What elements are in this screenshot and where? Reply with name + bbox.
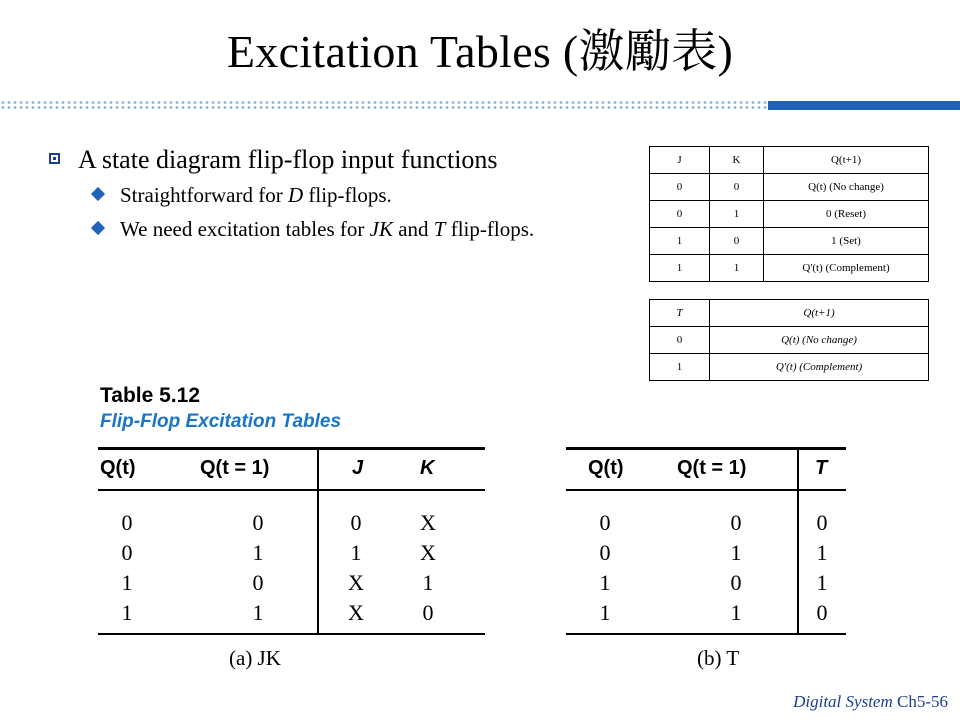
- table-row: [650, 255, 929, 282]
- table-header-cell: K: [710, 147, 764, 174]
- table-header-cell: Q(t+1): [710, 300, 929, 327]
- table-cell: Q(t) (No change): [710, 327, 929, 354]
- table-cell: 0: [121, 540, 133, 565]
- bullet-main: [46, 143, 606, 177]
- column-q: [112, 508, 142, 628]
- table-cell: 0: [710, 174, 764, 201]
- column-k: [413, 508, 443, 628]
- table-cell: 1: [816, 570, 828, 595]
- column-j: [341, 508, 371, 628]
- table-header-rule: [98, 489, 485, 491]
- header-k: K: [420, 457, 435, 479]
- jk-subtable-label: (a) JK: [229, 646, 281, 670]
- header-q-next: Q(t = 1): [677, 457, 747, 479]
- table-header-row: [650, 300, 929, 327]
- column-q-next: [721, 508, 751, 628]
- table-cell: 0: [599, 540, 611, 565]
- t-characteristic-table: [649, 299, 929, 381]
- table-cell: 1: [710, 255, 764, 282]
- table-cell: 0: [121, 510, 133, 535]
- bullet-sub-2-suffix: flip-flops.: [445, 217, 535, 241]
- table-cell: 1: [599, 570, 611, 595]
- table-cell: 1: [252, 540, 264, 565]
- table-header-cell: Q(t+1): [764, 147, 929, 174]
- table-number: Table 5.12: [100, 384, 200, 407]
- table-cell: 0: [816, 510, 828, 535]
- jk-characteristic-table: [649, 146, 929, 282]
- table-cell: 1: [121, 570, 133, 595]
- table-bottom-rule: [98, 633, 485, 635]
- header-q-next: Q(t = 1): [200, 457, 270, 479]
- table-cell: Q(t) (No change): [764, 174, 929, 201]
- bullet-sub-1: [46, 181, 606, 209]
- square-bullet-icon: [49, 153, 60, 164]
- table-cell: 0: [350, 510, 362, 535]
- footer-course: Digital System: [793, 692, 893, 711]
- table-cell: X: [348, 570, 364, 595]
- t-subtable-label: (b) T: [697, 646, 740, 670]
- table-cell: 0 (Reset): [764, 201, 929, 228]
- bullet-sub-2: [46, 215, 606, 243]
- table-cell: 1: [252, 600, 264, 625]
- table-cell: 1: [710, 201, 764, 228]
- table-cell: 0: [730, 510, 742, 535]
- diamond-bullet-icon: [91, 187, 105, 201]
- table-row: [650, 327, 929, 354]
- table-cell: 0: [710, 228, 764, 255]
- table-cell: 1 (Set): [764, 228, 929, 255]
- slide-footer: [793, 692, 948, 712]
- table-cell: X: [348, 600, 364, 625]
- table-cell: 0: [252, 510, 264, 535]
- bullet-sub-1-prefix: Straightforward for: [120, 183, 288, 207]
- table-row: [650, 228, 929, 255]
- header-j: J: [352, 457, 364, 479]
- table-cell: 1: [422, 570, 434, 595]
- table-cell: 0: [252, 570, 264, 595]
- table-cell: 1: [350, 540, 362, 565]
- table-cell: Q'(t) (Complement): [764, 255, 929, 282]
- table-cell: 0: [730, 570, 742, 595]
- diamond-bullet-icon: [91, 221, 105, 235]
- table-cell: 1: [650, 228, 710, 255]
- table-row: [650, 354, 929, 381]
- title-divider-accent: [768, 101, 960, 110]
- bullet-sub-2-mid: and: [392, 217, 434, 241]
- table-caption: Flip-Flop Excitation Tables: [100, 411, 342, 432]
- table-cell: 0: [422, 600, 434, 625]
- table-header-rule: [566, 489, 846, 491]
- table-cell: 1: [730, 600, 742, 625]
- table-top-rule: [98, 447, 485, 450]
- table-cell: 1: [730, 540, 742, 565]
- footer-page: Ch5-56: [897, 692, 948, 711]
- table-header-cell: J: [650, 147, 710, 174]
- table-row: [650, 174, 929, 201]
- table-cell: 1: [650, 255, 710, 282]
- bullet-sub-2-italic-jk: JK: [369, 217, 393, 241]
- table-cell: 0: [650, 201, 710, 228]
- header-q: Q(t): [588, 457, 624, 479]
- column-q-next: [243, 508, 273, 628]
- column-q: [590, 508, 620, 628]
- table-cell: 0: [650, 174, 710, 201]
- column-t: [807, 508, 837, 628]
- table-cell: 1: [650, 354, 710, 381]
- table-cell: Q'(t) (Complement): [710, 354, 929, 381]
- table-cell: 1: [599, 600, 611, 625]
- column-divider: [317, 447, 319, 635]
- table-row: [650, 201, 929, 228]
- bullet-list: [46, 143, 606, 243]
- bullet-sub-1-suffix: flip-flops.: [303, 183, 392, 207]
- slide-title: Excitation Tables (激勵表): [226, 26, 734, 77]
- bullet-sub-2-prefix: We need excitation tables for: [120, 217, 370, 241]
- table-header-row: [650, 147, 929, 174]
- table-cell: X: [420, 540, 436, 565]
- table-bottom-rule: [566, 633, 846, 635]
- table-cell: 0: [650, 327, 710, 354]
- header-q: Q(t): [100, 457, 136, 479]
- table-cell: 1: [816, 540, 828, 565]
- bullet-main-suffix: flip-flop input functions: [247, 145, 498, 174]
- table-cell: 0: [599, 510, 611, 535]
- column-divider: [797, 447, 799, 635]
- table-cell: 0: [816, 600, 828, 625]
- bullet-sub-1-italic: D: [287, 183, 304, 207]
- bullet-main-prefix: A state diagram: [78, 145, 248, 174]
- table-top-rule: [566, 447, 846, 450]
- table-header-cell: T: [650, 300, 710, 327]
- table-cell: X: [420, 510, 436, 535]
- bullet-sub-2-italic-t: T: [433, 217, 446, 241]
- table-cell: 1: [121, 600, 133, 625]
- header-t: T: [815, 457, 828, 479]
